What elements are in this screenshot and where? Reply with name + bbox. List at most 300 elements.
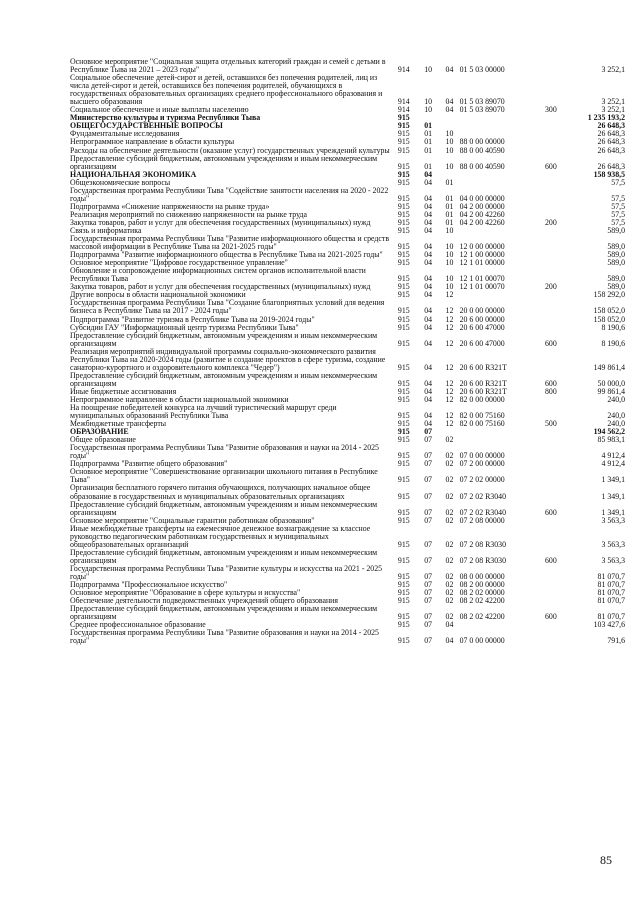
row-name: Предоставление субсидий бюджетным, автономным учреждениям и иным некоммерческим организациям	[70, 604, 378, 622]
ministry-code: 915	[397, 161, 410, 171]
subsection-code: 10	[445, 258, 454, 268]
row-name: НАЦИОНАЛЬНАЯ ЭКОНОМИКА	[70, 169, 197, 179]
target-article-code: 01 5 03 89070	[459, 105, 505, 115]
amount: 81 070,7	[597, 572, 625, 581]
table-row	[70, 348, 625, 372]
expense-type-code	[539, 114, 563, 122]
ministry-code: 914	[397, 105, 410, 115]
amount: 57,5	[611, 201, 625, 211]
amount: 26 648,3	[597, 121, 625, 131]
target-article-code: 07 2 02 R3040	[459, 491, 506, 501]
subsection-code: 04	[445, 105, 454, 115]
amount: 589,0	[607, 242, 625, 252]
target-article-code: 88 0 00 40590	[459, 161, 505, 171]
target-article-code: 88 0 00 00000	[459, 137, 505, 147]
expense-type-code	[539, 629, 563, 645]
amount: 1 349,1	[601, 475, 625, 485]
amount: 81 070,7	[597, 580, 625, 590]
expense-type-code	[539, 404, 563, 420]
table-row	[70, 565, 625, 581]
ministry-code: 915	[397, 596, 410, 606]
subsection-code: 10	[445, 129, 454, 139]
subsection-code: 10	[445, 250, 454, 260]
section-code: 04	[424, 282, 433, 292]
section-code: 04	[424, 193, 433, 203]
table-row	[70, 187, 625, 203]
section-code: 10	[424, 65, 433, 75]
table-row	[70, 629, 625, 645]
target-article-code	[460, 621, 539, 629]
table-row	[70, 155, 625, 171]
ministry-code: 915	[397, 572, 410, 581]
subsection-code: 02	[445, 588, 454, 598]
row-name: Общеэкономические вопросы	[70, 177, 171, 187]
expense-type-code	[539, 251, 563, 259]
row-name: Общее образование	[70, 435, 136, 445]
target-article-code: 82 0 00 75160	[459, 411, 505, 421]
row-name: Субсидии ГАУ "Информационный центр туризма Республики Тыва"	[70, 322, 299, 332]
row-name: Государственная программа Республики Тыва "Развитие образования и науки на 2014 - 2025 годы"	[70, 443, 379, 461]
table-row	[70, 404, 625, 420]
table-row	[70, 332, 625, 348]
row-name: Государственная программа Республики Тыва "Развитие образования и науки на 2014 - 2025 годы"	[70, 628, 379, 646]
expense-type-code: 200	[545, 217, 557, 227]
expense-type-code	[539, 179, 563, 187]
subsection-code: 12	[445, 386, 454, 396]
row-name: Подпрограмма "Профессиональное искусство"	[70, 580, 228, 590]
ministry-code: 915	[397, 435, 410, 445]
table-row	[70, 372, 625, 388]
subsection-code: 04	[445, 65, 454, 75]
section-code: 01	[424, 121, 433, 131]
target-article-code: 07 0 00 00000	[459, 636, 505, 646]
ministry-code: 915	[397, 427, 410, 437]
amount: 3 563,3	[601, 539, 625, 549]
amount: 57,5	[611, 209, 625, 219]
amount: 3 252,1	[601, 65, 625, 75]
amount: 589,0	[607, 250, 625, 260]
row-name: Среднее профессиональное образование	[70, 620, 206, 630]
ministry-code: 915	[397, 555, 410, 565]
section-code: 04	[424, 394, 433, 404]
section-code: 07	[424, 491, 433, 501]
row-name: Основное мероприятие "Цифровое государственное управление"	[70, 258, 288, 268]
expense-type-code	[539, 428, 563, 436]
row-name: Государственная программа Республики Тыва "Создание благоприятных условий для ведения бизнеса в Республике Тыва на 2017 - 2024 годы"	[70, 298, 385, 316]
target-article-code: 20 6 00 00000	[459, 314, 505, 324]
section-code: 01	[424, 129, 433, 139]
section-code: 04	[424, 169, 433, 179]
subsection-code: 12	[445, 411, 454, 421]
target-article-code: 12 1 01 00070	[459, 282, 505, 292]
budget-table-body	[70, 58, 625, 645]
expense-type-code	[539, 348, 563, 372]
section-code: 07	[424, 539, 433, 549]
subsection-code: 12	[445, 419, 454, 429]
ministry-code: 915	[397, 242, 410, 252]
section-code: 07	[424, 636, 433, 646]
row-name: Предоставление субсидий бюджетным, автономным учреждениям и иным некоммерческим организациям	[70, 499, 378, 517]
row-name: Непрограммное направление в области национальной экономики	[70, 394, 289, 404]
target-article-code	[460, 122, 539, 130]
row-name: Фундаментальные исследования	[70, 129, 180, 139]
target-article-code: 20 6 00 R321T	[459, 386, 507, 396]
section-code: 04	[424, 411, 433, 421]
target-article-code: 20 0 00 00000	[459, 306, 505, 316]
target-article-code: 07 2 08 R3030	[459, 539, 506, 549]
target-article-code	[460, 171, 539, 179]
ministry-code: 915	[397, 338, 410, 348]
section-code: 01	[424, 137, 433, 147]
expense-type-code	[539, 324, 563, 332]
amount: 158 052,0	[593, 306, 625, 316]
target-article-code: 07 2 08 00000	[459, 515, 505, 525]
target-article-code	[460, 114, 539, 122]
target-article-code: 12 0 00 00000	[459, 242, 505, 252]
expense-type-code	[539, 138, 563, 146]
ministry-code: 915	[397, 491, 410, 501]
row-name: Межбюджетные трансферты	[70, 419, 167, 429]
ministry-code: 915	[397, 539, 410, 549]
target-article-code: 07 0 00 00000	[459, 451, 505, 461]
ministry-code: 915	[397, 515, 410, 525]
expense-type-code	[539, 130, 563, 138]
row-name: Предоставление субсидий бюджетным, автономным учреждениям и иным некоммерческим организациям	[70, 330, 378, 348]
subsection-code: 10	[445, 137, 454, 147]
row-name: Министерство культуры и туризма Республики Тыва	[70, 113, 261, 123]
row-name: Социальное обеспечение детей-сирот и детей, оставшихся без попечения родителей, лиц из числа детей-сирот и детей, оставшихся без попечения родителей, обучающихся в государственных образовательных организациях среднего профессионального образования и высшего образования	[70, 73, 383, 107]
target-article-code: 12 1 00 00000	[459, 250, 505, 260]
amount: 57,5	[611, 217, 625, 227]
section-code: 04	[424, 177, 433, 187]
table-row	[70, 420, 625, 428]
expense-type-code	[539, 227, 563, 235]
expense-type-code: 800	[545, 386, 557, 396]
amount: 240,0	[607, 419, 625, 429]
ministry-code: 915	[397, 169, 410, 179]
subsection-code: 10	[445, 282, 454, 292]
ministry-code: 914	[397, 65, 410, 75]
section-code: 07	[424, 555, 433, 565]
row-name: Основное мероприятие "Социальная защита отдельных категорий граждан и семей с детьми в Республике Тыва на 2021 – 2023 годы"	[70, 57, 386, 75]
target-article-code: 04 2 00 42260	[459, 209, 505, 219]
row-name: Предоставление субсидий бюджетным, автономным учреждениям и иным некоммерческим организациям	[70, 153, 378, 171]
ministry-code: 915	[397, 580, 410, 590]
row-name: Основное мероприятие "Образование в сфере культуры и искусства"	[70, 588, 301, 598]
target-article-code	[460, 428, 539, 436]
amount: 81 070,7	[597, 612, 625, 622]
expense-type-code: 600	[545, 161, 557, 171]
target-article-code: 07 2 02 00000	[459, 475, 505, 485]
amount: 240,0	[607, 394, 625, 404]
amount: 1 349,1	[601, 507, 625, 517]
amount: 103 427,6	[593, 620, 625, 630]
expense-type-code: 500	[545, 419, 557, 429]
row-name: Реализация мероприятий индивидуальной программы социально-экономического развития Республики Тыва на 2020-2024 годы (развитие и создание проектов в сфере туризма, создание санаторно-курортного и оздоровительного комплекса "Чедер")	[70, 346, 386, 372]
row-name: Связь и информатика	[70, 225, 142, 235]
subsection-code: 12	[445, 306, 454, 316]
row-name: ОБЩЕГОСУДАРСТВЕННЫЕ ВОПРОСЫ	[70, 121, 223, 131]
ministry-code: 915	[397, 282, 410, 292]
section-code: 04	[424, 290, 433, 300]
target-article-code: 12 1 01 00000	[459, 258, 505, 268]
section-code: 07	[424, 596, 433, 606]
section-code: 07	[424, 588, 433, 598]
table-row	[70, 58, 625, 74]
section-code: 04	[424, 306, 433, 316]
amount: 57,5	[611, 177, 625, 187]
target-article-code: 08 2 02 00000	[459, 588, 505, 598]
subsection-code: 10	[445, 274, 454, 284]
amount: 8 190,6	[601, 338, 625, 348]
subsection-code: 02	[445, 555, 454, 565]
table-row	[70, 299, 625, 315]
amount: 57,5	[611, 193, 625, 203]
section-code: 04	[424, 225, 433, 235]
row-name: ОБРАЗОВАНИЕ	[70, 427, 129, 437]
amount: 26 648,3	[597, 129, 625, 139]
target-article-code	[460, 436, 539, 444]
section-code: 04	[424, 250, 433, 260]
table-row	[70, 525, 625, 549]
expense-type-code	[539, 259, 563, 267]
amount: 589,0	[607, 282, 625, 292]
amount: 8 190,6	[601, 322, 625, 332]
subsection-code: 02	[445, 475, 454, 485]
amount: 589,0	[607, 274, 625, 284]
amount: 240,0	[607, 411, 625, 421]
subsection-code: 01	[445, 209, 454, 219]
subsection-code: 01	[445, 217, 454, 227]
subsection-code: 12	[445, 314, 454, 324]
ministry-code: 915	[397, 507, 410, 517]
ministry-code: 915	[397, 177, 410, 187]
ministry-code: 915	[397, 362, 410, 372]
target-article-code: 07 2 02 R3040	[459, 507, 506, 517]
ministry-code: 915	[397, 386, 410, 396]
row-name: Иные межбюджетные трансферты на ежемесячное денежное вознаграждение за классное руководство педагогическим работникам государственных и муниципальных общеобразовательных организаций	[70, 523, 371, 549]
section-code: 04	[424, 201, 433, 211]
section-code: 07	[424, 507, 433, 517]
row-name: Обновление и сопровождение информационных систем органов исполнительной власти Республики Тыва	[70, 266, 366, 284]
expense-type-code	[539, 565, 563, 581]
table-row	[70, 74, 625, 106]
target-article-code: 04 2 00 42260	[459, 217, 505, 227]
row-name: На поощрение победителей конкурса на лучший туристический маршрут среди муниципальных образований Республики Тыва	[70, 403, 337, 421]
subsection-code: 01	[445, 177, 454, 187]
section-code: 01	[424, 161, 433, 171]
section-code: 04	[424, 242, 433, 252]
section-code: 07	[424, 580, 433, 590]
subsection-code: 04	[445, 636, 454, 646]
budget-table	[70, 58, 625, 645]
subsection-code: 02	[445, 515, 454, 525]
subsection-code: 10	[445, 145, 454, 155]
amount: 4 912,4	[601, 451, 625, 461]
table-row	[70, 605, 625, 621]
amount: 1 235 193,2	[587, 113, 625, 123]
amount: 99 861,4	[597, 386, 625, 396]
subsection-code: 12	[445, 378, 454, 388]
expense-type-code	[539, 171, 563, 179]
target-article-code: 04 2 00 00000	[459, 201, 505, 211]
amount: 26 648,3	[597, 137, 625, 147]
section-code: 04	[424, 217, 433, 227]
section-code: 04	[424, 386, 433, 396]
ministry-code: 915	[397, 121, 410, 131]
row-name: Государственная программа Республики Тыва "Развитие культуры и искусства на 2021 - 2025 годы"	[70, 563, 383, 581]
amount: 81 070,7	[597, 588, 625, 598]
row-name: Иные бюджетные ассигнования	[70, 386, 177, 396]
subsection-code: 02	[445, 612, 454, 622]
section-code: 07	[424, 515, 433, 525]
subsection-code: 12	[445, 290, 454, 300]
section-code: 07	[424, 572, 433, 581]
target-article-code: 08 2 00 00000	[459, 580, 505, 590]
target-article-code: 20 6 00 R321T	[459, 378, 507, 388]
amount: 81 070,7	[597, 596, 625, 606]
expense-type-code: 600	[545, 612, 557, 622]
target-article-code	[460, 291, 539, 299]
subsection-code: 02	[445, 596, 454, 606]
target-article-code: 01 5 03 89070	[459, 97, 505, 107]
table-row	[70, 468, 625, 484]
table-row	[70, 235, 625, 251]
expense-type-code	[539, 316, 563, 324]
ministry-code: 915	[397, 290, 410, 300]
ministry-code: 915	[397, 137, 410, 147]
table-row	[70, 267, 625, 283]
subsection-code: 02	[445, 539, 454, 549]
expense-type-code	[539, 597, 563, 605]
ministry-code: 915	[397, 129, 410, 139]
expense-type-code	[539, 235, 563, 251]
amount: 3 563,3	[601, 515, 625, 525]
amount: 1 349,1	[601, 491, 625, 501]
expense-type-code	[539, 187, 563, 203]
page-number: 85	[600, 853, 612, 867]
ministry-code: 914	[397, 97, 410, 107]
target-article-code: 20 6 00 47000	[459, 338, 505, 348]
expense-type-code: 600	[545, 555, 557, 565]
row-name: Основное мероприятие "Социальные гарантии работникам образования"	[70, 515, 315, 525]
ministry-code: 915	[397, 322, 410, 332]
subsection-code: 10	[445, 225, 454, 235]
expense-type-code	[539, 267, 563, 283]
target-article-code: 08 2 02 42200	[459, 612, 505, 622]
ministry-code: 915	[397, 419, 410, 429]
amount: 26 648,3	[597, 161, 625, 171]
ministry-code: 915	[397, 620, 410, 630]
target-article-code: 04 0 00 00000	[459, 193, 505, 203]
expense-type-code	[539, 147, 563, 155]
target-article-code: 12 1 01 00070	[459, 274, 505, 284]
section-code: 04	[424, 322, 433, 332]
row-name: Другие вопросы в области национальной экономики	[70, 290, 246, 300]
section-code: 04	[424, 378, 433, 388]
subsection-code: 12	[445, 394, 454, 404]
row-name: Закупка товаров, работ и услуг для обеспечения государственных (муниципальных) нужд	[70, 217, 371, 227]
expense-type-code: 600	[545, 507, 557, 517]
row-name: Непрограммное направление в области культуры	[70, 137, 235, 147]
subsection-code: 12	[445, 362, 454, 372]
subsection-code: 02	[445, 451, 454, 461]
amount: 194 562,2	[593, 427, 625, 437]
expense-type-code	[539, 58, 563, 74]
target-article-code: 88 0 00 40590	[459, 145, 505, 155]
target-article-code: 07 2 08 R3030	[459, 555, 506, 565]
table-row	[70, 484, 625, 500]
section-code: 10	[424, 105, 433, 115]
subsection-code	[439, 114, 459, 122]
target-article-code: 07 2 00 00000	[459, 459, 505, 469]
row-name: Организация бесплатного горячего питания обучающихся, получающих начальное общее образование в государственных и муниципальных образовательных организациях	[70, 483, 371, 501]
ministry-code: 915	[397, 113, 410, 123]
amount: 3 252,1	[601, 105, 625, 115]
table-row	[70, 549, 625, 565]
section-code: 07	[424, 475, 433, 485]
expense-type-code	[539, 589, 563, 597]
section-code: 04	[424, 209, 433, 219]
ministry-code: 915	[397, 258, 410, 268]
subsection-code: 02	[445, 507, 454, 517]
amount: 3 252,1	[601, 97, 625, 107]
subsection-code: 02	[445, 491, 454, 501]
ministry-code: 915	[397, 201, 410, 211]
subsection-code: 02	[445, 459, 454, 469]
table-row	[70, 219, 625, 227]
expense-type-code	[539, 299, 563, 315]
table-row	[70, 501, 625, 517]
ministry-code: 915	[397, 451, 410, 461]
target-article-code	[460, 227, 539, 235]
expense-type-code	[539, 484, 563, 500]
ministry-code: 915	[397, 217, 410, 227]
table-row	[70, 428, 625, 436]
row-name: Подпрограмма "Развитие информационного общества в Республике Тыва на 2021-2025 годы"	[70, 250, 383, 260]
amount: 158 292,0	[593, 290, 625, 300]
ministry-code: 915	[397, 378, 410, 388]
ministry-code: 915	[397, 394, 410, 404]
amount: 589,0	[607, 258, 625, 268]
row-name: Предоставление субсидий бюджетным, автономным учреждениям и иным некоммерческим организациям	[70, 547, 378, 565]
expense-type-code	[539, 203, 563, 211]
subsection-code: 04	[445, 97, 454, 107]
section-code: 04	[424, 338, 433, 348]
section-code: 10	[424, 97, 433, 107]
ministry-code: 915	[397, 274, 410, 284]
expense-type-code	[539, 525, 563, 549]
section-code: 07	[424, 612, 433, 622]
ministry-code: 915	[397, 225, 410, 235]
ministry-code: 915	[397, 459, 410, 469]
section-code: 07	[424, 427, 433, 437]
expense-type-code	[539, 74, 563, 106]
expense-type-code	[539, 460, 563, 468]
expense-type-code: 600	[545, 338, 557, 348]
section-code: 07	[424, 620, 433, 630]
section-code: 07	[424, 451, 433, 461]
amount: 4 912,4	[601, 459, 625, 469]
expense-type-code: 200	[545, 282, 557, 292]
expense-type-code	[539, 468, 563, 484]
ministry-code: 915	[397, 306, 410, 316]
section-code: 04	[424, 419, 433, 429]
row-name: Государственная программа Республики Тыва "Развитие информационного общества и средств массовой информации в Республике Тыва на 2021-2025 годы"	[70, 234, 390, 252]
subsection-code: 02	[445, 435, 454, 445]
amount: 149 861,4	[593, 362, 625, 372]
target-article-code: 20 6 00 47000	[459, 322, 505, 332]
